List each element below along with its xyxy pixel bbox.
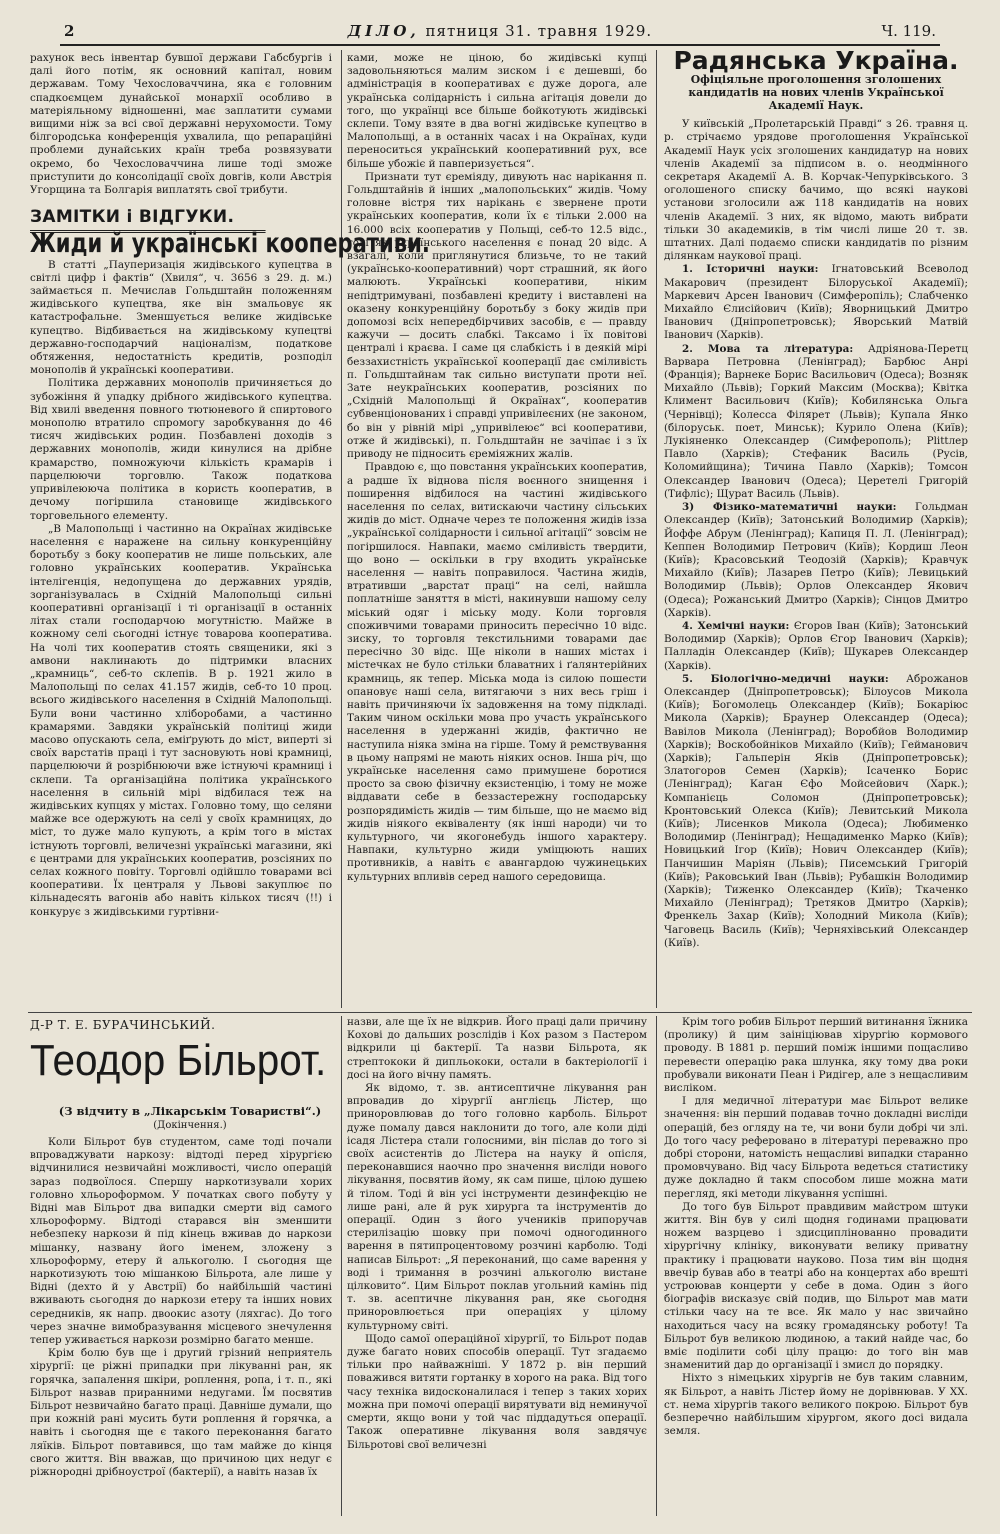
article-title: Теодор Більрот. [30, 1036, 327, 1085]
article-paragraph: назви, але ще їх не відкрив. Його праці дали причину Коховi до дальших розслідів і Кох разом з Пастером відкрили ці бактерії. Та назви Більрота, як стрептококи й дипльококи, остали в бактеріології і досі на його вічну память. [347, 1016, 647, 1081]
article-paragraph: Ніхто з німецьких хірургів не був таким славним, як Більрот, а навіть Лістер йому не дорівнював. У XX. ст. нема хірургів такого великого покрою. Більрот був безперечно найбільшим хірургом, якого досі видала земля. [664, 1372, 968, 1438]
newspaper-name: ДІЛО, [347, 22, 420, 40]
column-divider [656, 50, 657, 1008]
article-title: Жиди й українські кооперативи. [30, 228, 430, 260]
article-paragraph: В статті „Пауперизація жидівського купецтва в світлі цифр і фактів“ (Хвиля“, ч. 3656 з 29. д. м.) займається п. Мечислав Гольдштайн положенням жидівського купецтва, яке він змальовує як катастрофальне. Зменшується велике жидівське купецтво. Відбивається на жидівському купецтві державно-господарчий націоналізм, податкове обтяження, недостатність кредитів, розподіл монополів й українські кооперативи. [30, 258, 332, 377]
list-section-text: Аброжанов Олександер (Дніпропетровськ); Білоусов Микола (Київ); Богомолець Олександер (Київ); Бокаріюс Микола (Харків); Браунер Олександер (Одеса); Вавілов Микола (Ленінград); Воробйов Володимир (Харків); Воскобойніков Михайло (Київ); Гейманович (Харків); Гальперін Яків (Дніпропетровськ); Златогоров Семен (Харків); Ісаченко Борис (Ленінград); Каган Єфо Мойсейович (Харк.); Компанієць Соломон (Дніпропетровськ); Кронтовський Олекса (Київ); Левитський Микола (Київ); Лисенков Микола (Одеса); Любименко Володимир (Ленінград); Нещадименко Марко (Київ); Новицький Ігор (Київ); Нович Олександер (Київ); Панчишин Маріян (Львів); Писемський Григорій (Київ); Раковський Іван (Львів); Рубашкін Володимир (Харків); Тиженко Олександер (Київ); Ткаченко Михайло (Ленінград); Третяков Дмитро (Харків); Френкель Захар (Київ); Холодний Микола (Київ); Чаговець Василь (Київ); Черняхівський Олександер (Київ). [664, 672, 968, 949]
list-section-label: 3) Фізико-математичні науки: [682, 501, 897, 514]
article-title: Радянська Україна. [673, 46, 959, 75]
list-section [664, 673, 968, 950]
article-paragraph: „В Малопольщі і частинно на Окраїнах жидівське населення є наражене на сильну конкуренційну боротьбу з боку кооператив не лише польських, але головно українських кооператив. Українська інтелігенція, недопущена до державних урядів, зорганізувалась в Східній Малопольщі сильні кооперативні організації і ті організації в останніх літах стали господарчою могутністю. Майже в кожному селі сьогодні істнує товарова кооператива. На чолі тих кооператив стоять священики, які з амвони наклинають до підтримки власних „крамниць“, себ-то склепів. В р. 1921 жило в Малопольщі по селах 41.157 жидів, себ-то 10 проц. всього жидівського населення в Східній Малопольщі. Були вони частинно хліборобами, а частинно крамарями. Завдяки українській політиці жиди масово опускають села, еміґрують до міст, виперті зі своїх варстатів праці і тут засновують нові крамниці, парцелюючи й розрібнюючи вже істнуючі крамниці і склепи. Та організаційна політика українського населення в сильній мірі відбилася теж на жидівських купцях у містах. Головно тому, що селяни майже все одержують на селі у своїх крамницях, до міст, то дуже мало купують, а крім того в містах істнують торговлі, величезні українські магазини, які є центрами для українських кооператив, розсіяних по селах кожного повіту. Торговлі одійшло товарами всі кооперативи. Їх централя у Львові закуплює по кільнадесять вагонів або навіть кількох тисяч (!!) і конкурує з жидівськими гуртівни- [30, 522, 332, 918]
article-paragraph: ками, може не ціною, бо жидівські купці задовольняються малим зиском і є дешевші, бо адміністрація в кооперативах є дуже дорога, але українська солідарність і сильна агітація довели до того, що українці все більше бойкотують жидівські склепи. Тому взяте в два вогні жидівське купецтво в Малопольщі, а в останніх часах і на Окраїнах, куди переноситься український кооперативний рух, все більше убожіє й павперизується“. [347, 52, 647, 170]
article-paragraph: Правдою є, що повстання українських кооператив, а радше їх віднова після воєнного знищення і поширення відбилося на частині жидівського населення по селах, витискаючи частину сільських жидів до міст. Одначе через те положення жидів ізза „української солідарности і сильної агітації“ зовсім не погіршилося. Навпаки, маємо сміливість твердити, що воно — оскільки в гру входить українське населення — навіть поправилося. Частина жидів, втративши „варстат праці“ на селі, найшла поплатніше заняття в місті, накинувши нашому селу міський одяг і міську моду. Коли торговля споживчими товарами приносить пересічно 10 відс. зиску, то торговля текстильними товарами дає пересічно 30 відс. Ще ніколи в наших містах і містечках не було стільки блаватних і ґалянтерійних крамниць, як тепер. Міська мода із силою пошести опановує наші села, витягаючи з них весь гріш і навіть причиняючи їх задовження на тому підкладі. Таким чином оскільки мова про участь українського населення в удержанні жидів, фактично не наступила ніяка зміна на гірше. Тому й ремствування в цьому напрямі не мають ніяких основ. Інша річ, що українське населення само примушене боротися просто за свою фізичну екзистенцію, і тому не може віддавати себе в беззастережну господарську розпорядимість жидів — тим більше, що не маємо від жидів ніякого еквіваленту (як інші народи) чи то культурного, чи якогонебудь іншого характеру. Навпаки, культурно жиди уміщюють наших противників, а навіть є авангардою чужинецьких культурних впливів серед нашого середовища. [347, 461, 647, 883]
list-section [664, 343, 968, 501]
article-paragraph: Признати тут єреміяду, дивують нас нарікання п. Гольдштайнів й інших „малопольських“ жидів. Чому головне вістря тих нарікань є звернене проти українських кооператив, коли їх є тільки 2.000 на 16.000 всіх кооператив у Польщі, себ-то 12.5 відс., тоді як українського населення є понад 20 відс. А взагалі, коли приглянутися близьче, то не такий (українсько-кооперативний) чорт страшний, як його малюють. Українські кооперативи, ніким непідтримувані, позбавлені кредиту і виставлені на оказену конкуренційну боротьбу з боку жидів при допомозі всіх непередбірчивих засобів, є — правду кажучи — досить слабкі. Таксамо і їх повітові централі і краєва. І саме ця слабкість і в деякій мірі беззахистність української кооперації дає сміливість п. Гольдштайнам так сильно виступати проти неї. Зате неукраїнських кооператив, розсіяних по „Східній Малопольщі й Окраїнах“, кооператив субвенціонованих і справді упривілеєних (не законом, бо він у рівній мірі „упривілеює“ всі кооперативи, отже й жидівські), п. Гольдштайн не зачіпає і з їх приводу не підносить єреміяжних жалів. [347, 170, 647, 461]
issue-number: Ч. 119. [881, 22, 936, 40]
article-text: рахунок весь інвентар бувшої держави Габсбургів і далі його потім, як основний капітал, новим державам. Тому Чехословаччина, яка є головним спадкоємцем дунайської монархії особливо в матеріяльному відношенні, має заплатити сумами вищими ніж за всі свої державні нерухомости. Тому білгородська конференція ухвалила, що репараційні проблеми дунайських країн треба розвязувати окремо, бо Чехословаччина лише тоді зможе приступити до консолідації своїх довгів, коли Австрія Угорщина та Болгарія виплатять свої трибути. [30, 52, 332, 197]
column-3 [664, 46, 969, 1007]
list-section [664, 501, 968, 620]
list-section-text: Гольдман Олександер (Київ); Затонський Володимир (Харків); Йоффе Абрум (Ленінград); Капиця П. Л. (Ленінград); Кеппен Володимир Петрович (Київ); Кордиш Леон (Київ); Красовський Теодозій (Харків); Кравчук Михайло (Київ); Лазарев Петро (Київ); Левицький Володимир (Львів); Орлов Олександер Якович (Одеса); Рожанський Дмитро (Харків); Сінцов Дмитро (Харків). [664, 501, 968, 619]
article-paragraph: І для медичної літератури має Більрот велике значення: він перший подавав точно докладні висліди операцій, без огляду на те, чи вони були добрі чи злі. До того часу реферовано в літературі переважно про добрі сторони, натомість нещасливі випадки старанно промовчувано. Від часу Більрота ведеться статистику дуже докладно й такм способом лише можна мати перегляд, які методи лікування успішні. [664, 1095, 968, 1200]
article-paragraph: Крім того робив Більрот перший витинання їжника (пролику) й цим заініціював хірургію кормового проводу. В 1881 р. перший поміж іншими пощасливо перевести операцію рака шлунка, яку тому два роки пробували виконати Пеан і Ридігер, але з нещасливим висліком. [664, 1016, 968, 1095]
list-section-text: Адріянова-Перетц Варвара Петровна (Ленінград); Барбюс Анрі (Франція); Варнеке Борис Васильович (Одеса); Возняк Михайло (Львів); Горкий Максим (Москва); Квітка Климент Васильович (Київ); Кобилянська Ольга (Чернівці); Колесса Філярет (Львів); Купала Янко (білоруськ. поет, Минськ); Курило Олена (Київ); Лукіяненко Олександер (Симферополь); Рlittлер Павло (Харків); Стефаник Василь (Русів, Коломийщина); Тичина Павло (Харків); Томсон Олександер Іванович (Одеса); Церетелі Григорій (Тифліс); Щурат Василь (Львів). [664, 342, 968, 500]
issue-date: пятниця 31. травня 1929. [425, 22, 653, 40]
list-section [664, 263, 968, 342]
column-1 [30, 52, 430, 1007]
list-section-label: 4. Хемічні науки: [682, 619, 790, 632]
list-section-label: 2. Мова та література: [682, 342, 854, 355]
article-note: (Докінчення.) [153, 1120, 227, 1131]
lower-column-1 [30, 1136, 332, 1528]
article-paragraph: Як відомо, т. зв. антисептичне лікування ран впровадив до хірургії англієць Лістер, що приноровлював до того головно карболь. Більрот дуже помалу дався наклонити до того, але коли діді ісадя Лістера стали голосними, він післав до того зі своїх асистентів до Лістера на науку й опісля, переконавшися наочно про значення висліди нового лікування, посвятив йому, як сам пише, цілою душею й тілом. Тоді й він усі інструменти дезинфекцію не лише рані, але й рук хирурга та інструментів до операції. Один з його учеників припоручав стерилізацію шовку при помочі одногодинного варення в пятипроцентовому розчині карболю. Тоді написав Більрот: „Я переконаний, що саме варення у воді і тримання в розчині алькоголю вистане цілковито“. Цим Більрот поклав угольний камінь під т. зв. асептичне лікування ран, яке сьогодня приноровлюється при операціях у цілому культурному світі. [347, 1082, 647, 1332]
article-author: Д-Р Т. Е. БУРАЧИНСЬКИЙ. [30, 1018, 216, 1032]
article-paragraph: Коли Більрот був студентом, саме тоді почали впроваджувати наркозу: відтоді перед хірургією відчинилися незвичайні можливості, число операцій зараз подвоїлося. Спершу наркотизували хорих головно хльороформом. У початках свого побуту у Відні мав Більрот два випадки смерти від самого хльороформу. Відтоді старався він зменшити небезпеку наркози й під кінець вживав до наркози мішанку, названу його іменем, зложену з хльороформу, етеру й алькоголю. І сьогодня ще наркотизують тою мішанкою Більрота, але лише у Відні (дехто й у Австрії) бо найбільшій частині вживають сьогодня до наркози етеру та інших нових середників, як напр. двоокис азоту (ляхгас). До того через значне вимобразування місцевого знечулення тепер уживається наркози розмірно багато менше. [30, 1136, 332, 1347]
list-section-text: Єгоров Іван (Київ); Затонський Володимир (Харків); Орлов Єгор Іванович (Харків); Палладін Олександер (Київ); Шукарев Олександер (Харків). [664, 619, 969, 672]
list-section-text: Ігнатовський Всеволод Макарович (президент Білоруської Академії); Маркевич Арсен Іванович (Симферопіль); Слабченко Михайло Єлисійович (Київ); Яворницький Дмитро Іванович (Дніпропетровськ); Яворський Матвій Іванович (Харків). [664, 263, 968, 342]
article-paragraph: Політика державних монополів причиняється до зубожіння й упадку дрібного жидівського купецтва. Від хвилі введення повного тютюневого й спиртового монополю втратило спромогу заробкування до 46 тисяч жидівських родин. Позбавлені доходів з державних монополів, жиди кинулися на дрібне крамарство, помножуючи кількість крамарів і парцелюючи торговлю. Також податкова упривілеююча політика в користь кооператив, в дечому погіршила становище жидівського торговельного елементу. [30, 377, 332, 522]
list-section-label: 1. Історичні науки: [682, 263, 819, 276]
masthead [20, 22, 980, 40]
article-paragraph: У київській „Пролетарській Правді“ з 26. травня ц. р. стрічаємо урядове проголошення Української Академії Наук усіх зголошених кандидатур на нових членів Академії за підписом в. о. неодмінного секретаря Академії А. В. Корчак-Чепурківського. З оголошеного списку бачимо, що всякі наукові установи зголосили аж 118 кандидатів на нових членів Академії. З них, як відомо, мають вибрати тільки 30 академиків, в тім числі лише 20 т. зв. штатних. Далі подаємо списки кандидатів по різним ділянкам наукової праці. [664, 118, 968, 263]
article-subtitle: Офіціяльне проголошення зголошених кандидатів на нових членів Української Академії Наук. [688, 73, 944, 113]
section-divider [28, 1012, 972, 1013]
lower-column-2 [347, 1016, 647, 1528]
page-header [20, 22, 980, 44]
column-divider [341, 50, 342, 1008]
lower-column-3 [664, 1016, 968, 1528]
column-divider [341, 1016, 342, 1516]
article-paragraph: До того був Більрот правдивим майстром штуки життя. Він був у силі щодня годинами працювати ножем вазрцево і здисциплінованно провадити хірургічну клініку, виконувати велику приватну практику і працювати науково. Поза тим він щодня ввечір бував або в театрі або на концертах або врешті устроював концерти у себе в дома. Один з його біографів висказує свій подив, що Більрот мав мати стільки часу на те все. Як мало у нас звичайно находиться часу на всяку громадянську роботу! Та Більрот був великою людиною, а такий найде час, бо вміє поділити собі цілу працю: до того він мав знаменитий дар до організації і змисл до порядку. [664, 1200, 968, 1372]
article-paragraph: Крім болю був ще і другий грізний неприятель хірургії: це ріжні припадки при лікуванні ран, як горячка, запалення шкіри, роплення, ропа, і т. п., які Більрот назвав приранними недугами. Їм посвятив Більрот незвичайно багато праці. Давніше думали, що при кожній рані мусить бути роплення й горячка, а навіть і сьогодня ще є такого переконання багато ляїків. Більрот повтавився, що там майже до кінця свого життя. Він вважав, що причиною цих недуг є ріжнородні дрібноустрої (бактерії), а навіть назав їх [30, 1347, 332, 1479]
article-subtitle: (З відчиту в „Лікарськім Товаристві“.) [58, 1104, 322, 1118]
list-section [664, 620, 968, 673]
list-section-label: 5. Біологічно-медичні науки: [682, 672, 889, 685]
section-heading: ЗАМІТКИ і ВІДГУКИ. [30, 207, 235, 228]
page-number: 2 [64, 22, 75, 40]
column-2 [347, 52, 647, 1007]
column-divider [656, 1016, 657, 1516]
article-paragraph: Щодо самої операційної хірургії, то Більрот подав дуже багато нових способів операції. Тут згадаємо тільки про найважніші. У 1872 р. він перший поважився витяти гортанку в хорого на рака. Від того часу техніка видосконалилася і тепер з таких хорих можна при помочі операції вирятувати від неминучої смерти, якщо вони у той час піддадуться операції. Також оперативне лікування воля завдячує Більротові свої величезні [347, 1332, 647, 1451]
